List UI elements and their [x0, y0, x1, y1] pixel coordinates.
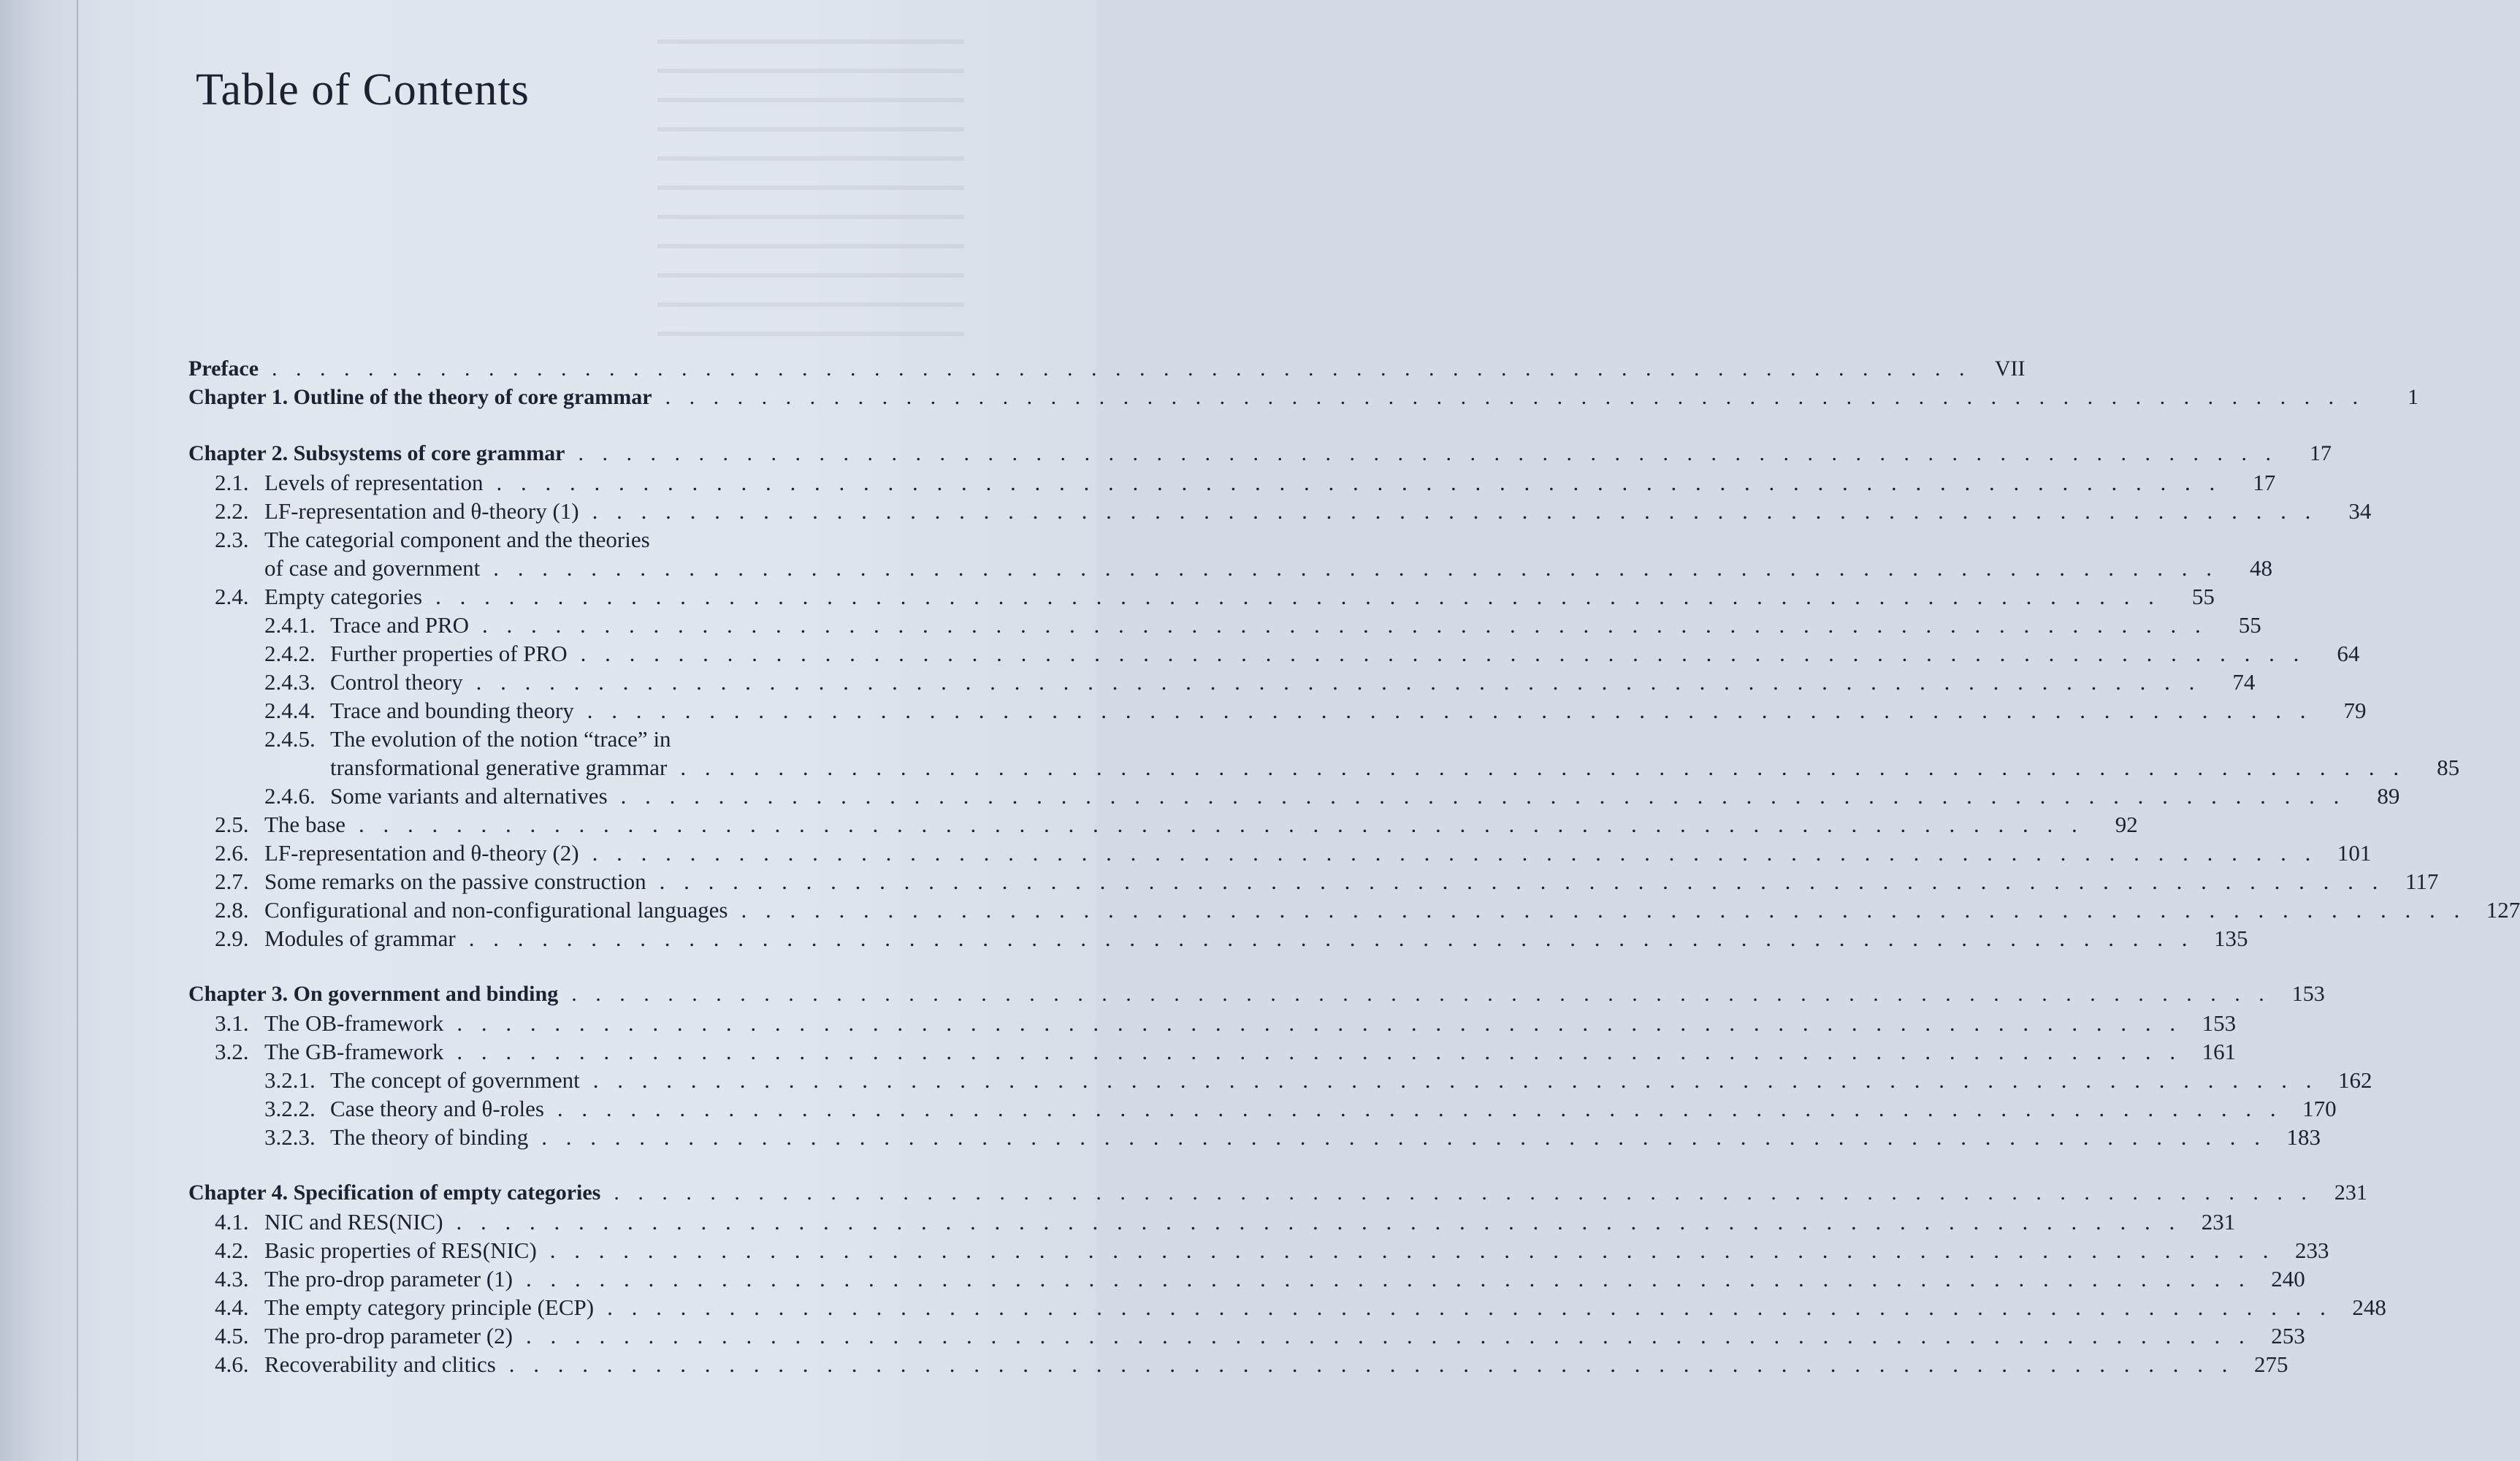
toc-page-number: 55: [2238, 612, 2261, 638]
toc-entry-text: The base: [264, 812, 346, 837]
toc-entry: [188, 498, 2372, 527]
dot-leader: . . . . . . . . . . . . . . . . . . . . . . . . . . . . . . . . . . . . . . . . . . . . . . . . . . . . . . . . . . . . . . . . . . . . . . .: [659, 869, 2385, 894]
toc-page-number: 117: [2405, 869, 2439, 894]
dot-leader: . . . . . . . . . . . . . . . . . . . . . . . . . . . . . . . . . . . . . . . . . . . . . . . . . . . . . . . . . . . . . . . . . . . . . . .: [680, 755, 2406, 780]
dot-leader: . . . . . . . . . . . . . . . . . . . . . . . . . . . . . . . . . . . . . . . . . . . . . . . . . . . . . . . . . . . . . . . . . . . . . . .: [508, 1351, 2234, 1377]
toc-section-number: 4.3.: [215, 1266, 249, 1292]
toc-section-number: 3.1.: [215, 1010, 249, 1036]
toc-entry-text: The evolution of the notion “trace” in: [330, 726, 671, 752]
toc-page-number: 34: [2348, 498, 2372, 524]
toc-entry-text: The concept of government: [330, 1067, 580, 1093]
toc-section-number: 2.4.: [215, 584, 249, 609]
toc-page-number: 275: [2254, 1351, 2288, 1377]
toc-entry-text: Modules of grammar: [264, 926, 456, 951]
toc-entry: [188, 470, 2276, 498]
toc-entry-text: Control theory: [330, 669, 463, 695]
toc-section-number: 2.1.: [215, 470, 249, 495]
toc-section-number: 2.7.: [215, 869, 249, 894]
dot-leader: . . . . . . . . . . . . . . . . . . . . . . . . . . . . . . . . . . . . . . . . . . . . . . . . . . . . . . . . . . . . . . . . . . . . . . .: [620, 783, 2346, 809]
toc-section-number: 4.5.: [215, 1323, 249, 1349]
toc-entry-preface: [188, 356, 2025, 385]
toc-entry-continuation: [188, 755, 2460, 783]
toc-section-number: 4.6.: [215, 1351, 249, 1377]
toc-section-number: 2.4.2.: [264, 641, 316, 666]
toc-section-number: 3.2.2.: [264, 1096, 316, 1121]
toc-page-number: 161: [2202, 1039, 2237, 1064]
toc-entry: [188, 1039, 2237, 1067]
toc-entry-chapter-2: [188, 441, 2332, 470]
toc-entry-text: The categorial component and the theories: [264, 527, 650, 552]
toc-page-number: 253: [2271, 1323, 2305, 1349]
dot-leader: . . . . . . . . . . . . . . . . . . . . . . . . . . . . . . . . . . . . . . . . . . . . . . . . . . . . . . . . . . . . . . . . . . . . . . .: [457, 1010, 2183, 1036]
toc-section-number: 2.3.: [215, 527, 249, 552]
toc-section-number: 2.5.: [215, 812, 249, 837]
toc-entry-text: Chapter 2. Subsystems of core grammar: [188, 441, 565, 465]
toc-entry: [188, 1237, 2329, 1266]
toc-page-number: 183: [2286, 1124, 2321, 1150]
dot-leader: . . . . . . . . . . . . . . . . . . . . . . . . . . . . . . . . . . . . . . . . . . . . . . . . . . . . . . . . . . . . . . . . . . . . . . .: [435, 584, 2161, 609]
toc-section-number: 3.2.1.: [264, 1067, 316, 1093]
toc-page-number: 55: [2191, 584, 2215, 609]
toc-section-number: 2.8.: [215, 897, 249, 923]
toc-entry-text: Trace and bounding theory: [330, 698, 574, 723]
dot-leader: . . . . . . . . . . . . . . . . . . . . . . . . . . . . . . . . . . . . . . . . . . . . . . . . . . . . . . . . . . . . . . . . . . . . . . .: [476, 669, 2202, 695]
toc-entry-chapter-1: [188, 385, 2419, 413]
toc-entry-text: The pro-drop parameter (1): [264, 1266, 513, 1292]
toc-section-number: 4.4.: [215, 1294, 249, 1320]
toc-entry: [188, 1010, 2237, 1039]
toc-entry-text: Chapter 1. Outline of the theory of core grammar: [188, 385, 652, 409]
toc-entry-text: Some remarks on the passive construction: [264, 869, 646, 894]
toc-entry-text: Empty categories: [264, 584, 423, 609]
toc-section-number: 2.4.5.: [264, 726, 316, 752]
toc-entry-text: The OB-framework: [264, 1010, 444, 1036]
dot-leader: . . . . . . . . . . . . . . . . . . . . . . . . . . . . . . . . . . . . . . . . . . . . . . . . . . . . . . . . . . . . . . . . . . . . . . .: [549, 1237, 2275, 1263]
toc-entry-chapter-3: [188, 982, 2325, 1010]
toc-page-number: 79: [2343, 698, 2367, 723]
toc-section-number: 3.2.3.: [264, 1124, 316, 1150]
toc-page-number: 248: [2352, 1294, 2386, 1320]
toc-page-number: 17: [2253, 470, 2276, 495]
toc-entry-text: LF-representation and θ-theory (1): [264, 498, 579, 524]
toc-page-number: 48: [2250, 555, 2272, 581]
dot-leader: . . . . . . . . . . . . . . . . . . . . . . . . . . . . . . . . . . . . . . . . . . . . . . . . . . . . . . . . . . . . . . . . . . . . . . .: [496, 470, 2222, 495]
dot-leader: . . . . . . . . . . . . . . . . . . . . . . . . . . . . . . . . . . . . . . . . . . . . . . . . . . . . . . . . . . . . . . . . . . . . . . .: [614, 1180, 2313, 1205]
toc-entry-text: LF-representation and θ-theory (2): [264, 840, 579, 866]
show-through-text: [657, 15, 964, 336]
toc-section-number: 2.4.3.: [264, 669, 316, 695]
toc-entry-text: Preface: [188, 356, 259, 381]
toc-section-number: 4.2.: [215, 1237, 249, 1263]
toc-entry-text: The pro-drop parameter (2): [264, 1323, 513, 1349]
dot-leader: . . . . . . . . . . . . . . . . . . . . . . . . . . . . . . . . . . . . . . . . . . . . . . . . . . . . . . . . . . . . . . . . . . . . . . .: [359, 812, 2084, 837]
toc-page-number: 162: [2337, 1067, 2372, 1093]
toc-entry: [188, 584, 2215, 612]
toc-entry: [188, 1266, 2305, 1294]
toc-entry: [188, 926, 2248, 954]
toc-entry-text: Basic properties of RES(NIC): [264, 1237, 537, 1263]
dot-leader: . . . . . . . . . . . . . . . . . . . . . . . . . . . . . . . . . . . . . . . . . . . . . . . . . . . . . . . . . . . . . . . . . . . . . . .: [592, 1067, 2318, 1093]
toc-entry: [188, 869, 2439, 897]
dot-leader: . . . . . . . . . . . . . . . . . . . . . . . . . . . . . . . . . . . . . . . . . . . . . . . . . . . . . . . . . . . . . . . . . . . . . . .: [541, 1124, 2267, 1150]
toc-entry: [188, 812, 2138, 840]
toc-section-number: 2.4.6.: [264, 783, 316, 809]
dot-leader: . . . . . . . . . . . . . . . . . . . . . . . . . . . . . . . . . . . . . . . . . . . . . . . . . . . . . . . . . . . . . . . . . . . . . . .: [592, 498, 2318, 524]
toc-page-number: 101: [2337, 840, 2372, 866]
toc-entry-text: NIC and RES(NIC): [264, 1209, 443, 1235]
toc-entry: [188, 1209, 2236, 1237]
toc-page-number: 170: [2302, 1096, 2337, 1121]
dot-leader: . . . . . . . . . . . . . . . . . . . . . . . . . . . . . . . . . . . . . . . . . . . . . . . . . . . . . . . . . . . . . . . . . . . . . . .: [571, 982, 2271, 1006]
toc-page-number: 1: [2408, 385, 2419, 409]
toc-entry-text: Trace and PRO: [330, 612, 470, 638]
toc-entry: [188, 783, 2400, 812]
section-gap: [188, 954, 947, 982]
toc-page-number: 127: [2486, 897, 2520, 923]
toc-entry-text: transformational generative grammar: [330, 755, 668, 780]
toc-entry-text: The theory of binding: [330, 1124, 529, 1150]
toc-page-number: 17: [2310, 441, 2332, 465]
toc-page-number: 92: [2115, 812, 2138, 837]
toc-entry: [188, 897, 2520, 926]
toc-page-number: 85: [2437, 755, 2460, 780]
page-title: Table of Contents: [196, 65, 530, 115]
toc-entry: [188, 1351, 2288, 1380]
toc-page-number: 240: [2271, 1266, 2305, 1292]
toc-entry: [188, 1067, 2372, 1096]
toc-section-number: 2.4.4.: [264, 698, 316, 723]
dot-leader: . . . . . . . . . . . . . . . . . . . . . . . . . . . . . . . . . . . . . . . . . . . . . . . . . . . . . . . . . . . . . . . . . . . . . . .: [587, 698, 2313, 723]
dot-leader: . . . . . . . . . . . . . . . . . . . . . . . . . . . . . . . . . . . . . . . . . . . . . . . . . . . . . . . . . . . . . . . . . . . . . . .: [578, 441, 2277, 465]
toc-section-number: 4.1.: [215, 1209, 249, 1235]
table-of-contents: [188, 356, 2520, 1380]
toc-page-number: 153: [2202, 1010, 2237, 1036]
dot-leader: . . . . . . . . . . . . . . . . . . . . . . . . . . . . . . . . . . . . . . . . . . . . . . . . . . . . . . . . . . . . . . . . . . . . . . .: [557, 1096, 2283, 1121]
toc-entry: [188, 527, 947, 555]
toc-entry: [188, 840, 2372, 869]
toc-page-number: 74: [2232, 669, 2256, 695]
toc-page-number: 89: [2377, 783, 2400, 809]
toc-entry-chapter-4: [188, 1180, 2367, 1209]
toc-page-number: 153: [2291, 982, 2325, 1006]
toc-section-number: 2.4.1.: [264, 612, 316, 638]
toc-entry-text: Chapter 3. On government and binding: [188, 982, 559, 1006]
toc-entry-text: Chapter 4. Specification of empty categories: [188, 1180, 601, 1205]
toc-entry-text: Case theory and θ-roles: [330, 1096, 544, 1121]
toc-entry-text: Recoverability and clitics: [264, 1351, 496, 1377]
dot-leader: . . . . . . . . . . . . . . . . . . . . . . . . . . . . . . . . . . . . . . . . . . . . . . . . . . . . . . . . . . . . . . . . . . . . . . .: [493, 555, 2218, 581]
toc-page-number: 135: [2213, 926, 2248, 951]
toc-section-number: 2.2.: [215, 498, 249, 524]
toc-entry-text: Some variants and alternatives: [330, 783, 608, 809]
toc-page-number: 233: [2295, 1237, 2329, 1263]
toc-entry: [188, 1124, 2321, 1153]
toc-entry: [188, 669, 2256, 698]
toc-entry: [188, 726, 947, 755]
section-gap: [188, 1153, 947, 1180]
book-spine: [77, 0, 78, 1461]
toc-entry-text: Further properties of PRO: [330, 641, 568, 666]
toc-entry: [188, 641, 2360, 669]
toc-entry: [188, 1096, 2337, 1124]
toc-entry-text: The GB-framework: [264, 1039, 444, 1064]
dot-leader: . . . . . . . . . . . . . . . . . . . . . . . . . . . . . . . . . . . . . . . . . . . . . . . . . . . . . . . . . . . . . . . . . . . . . . .: [665, 385, 2365, 409]
toc-entry: [188, 612, 2261, 641]
toc-page-number: 231: [2334, 1180, 2367, 1205]
toc-entry-text: The empty category principle (ECP): [264, 1294, 595, 1320]
dot-leader: . . . . . . . . . . . . . . . . . . . . . . . . . . . . . . . . . . . . . . . . . . . . . . . . . . . . . . . . . . . . . . . . . . . . . . .: [607, 1294, 2332, 1320]
toc-section-number: 2.9.: [215, 926, 249, 951]
toc-entry: [188, 1294, 2386, 1323]
dot-leader: . . . . . . . . . . . . . . . . . . . . . . . . . . . . . . . . . . . . . . . . . . . . . . . . . . . . . . . . . . . . . . . . . . . . . . .: [525, 1266, 2251, 1292]
dot-leader: . . . . . . . . . . . . . . . . . . . . . . . . . . . . . . . . . . . . . . . . . . . . . . . . . . . . . . . . . . . . . . . . . . . . . . .: [741, 897, 2467, 923]
dot-leader: . . . . . . . . . . . . . . . . . . . . . . . . . . . . . . . . . . . . . . . . . . . . . . . . . . . . . . . . . . . . . . . . . . . . . . .: [580, 641, 2306, 666]
toc-entry-continuation: [188, 555, 2272, 584]
dot-leader: . . . . . . . . . . . . . . . . . . . . . . . . . . . . . . . . . . . . . . . . . . . . . . . . . . . . . . . . . . . . . . . . . . . . . . .: [272, 356, 1971, 381]
toc-page-number: VII: [1994, 356, 2025, 381]
toc-entry-text: Configurational and non-configurational languages: [264, 897, 728, 923]
dot-leader: . . . . . . . . . . . . . . . . . . . . . . . . . . . . . . . . . . . . . . . . . . . . . . . . . . . . . . . . . . . . . . . . . . . . . . .: [482, 612, 2207, 638]
dot-leader: . . . . . . . . . . . . . . . . . . . . . . . . . . . . . . . . . . . . . . . . . . . . . . . . . . . . . . . . . . . . . . . . . . . . . . .: [592, 840, 2318, 866]
toc-page-number: 231: [2201, 1209, 2236, 1235]
dot-leader: . . . . . . . . . . . . . . . . . . . . . . . . . . . . . . . . . . . . . . . . . . . . . . . . . . . . . . . . . . . . . . . . . . . . . . .: [456, 1209, 2182, 1235]
toc-entry: [188, 698, 2367, 726]
dot-leader: . . . . . . . . . . . . . . . . . . . . . . . . . . . . . . . . . . . . . . . . . . . . . . . . . . . . . . . . . . . . . . . . . . . . . . .: [457, 1039, 2183, 1064]
toc-entry-text: of case and government: [264, 555, 481, 581]
toc-section-number: 3.2.: [215, 1039, 249, 1064]
toc-entry-text: Levels of representation: [264, 470, 484, 495]
section-gap: [188, 413, 947, 441]
dot-leader: . . . . . . . . . . . . . . . . . . . . . . . . . . . . . . . . . . . . . . . . . . . . . . . . . . . . . . . . . . . . . . . . . . . . . . .: [525, 1323, 2251, 1349]
toc-entry: [188, 1323, 2305, 1351]
dot-leader: . . . . . . . . . . . . . . . . . . . . . . . . . . . . . . . . . . . . . . . . . . . . . . . . . . . . . . . . . . . . . . . . . . . . . . .: [468, 926, 2194, 951]
toc-section-number: 2.6.: [215, 840, 249, 866]
toc-page-number: 64: [2337, 641, 2360, 666]
